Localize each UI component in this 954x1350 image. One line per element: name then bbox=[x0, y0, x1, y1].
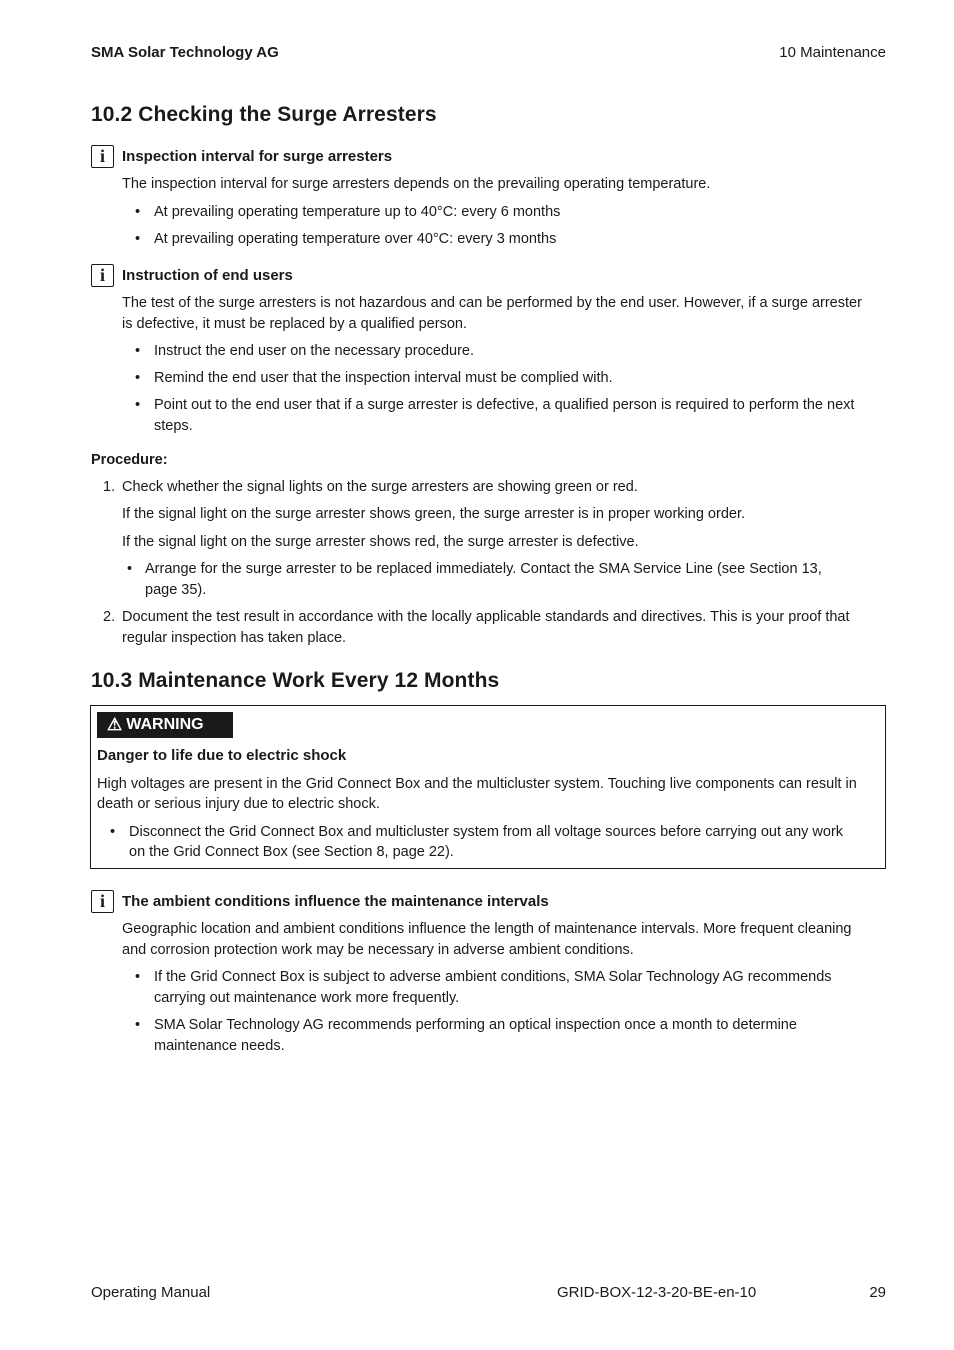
step-1-red-result: If the signal light on the surge arrester shows red, the surge arrester is defective. bbox=[122, 534, 639, 550]
warning-text-line: death or serious injury due to electric shock. bbox=[97, 796, 380, 812]
bullet-icon: • bbox=[135, 969, 141, 985]
step-1-action-continuation: page 35). bbox=[145, 582, 207, 598]
bullet-icon: • bbox=[110, 824, 116, 840]
footer-page-number: 29 bbox=[869, 1284, 886, 1301]
procedure-label: Procedure: bbox=[91, 452, 168, 468]
step-number: 1. bbox=[103, 479, 116, 495]
bullet-icon: • bbox=[135, 397, 141, 413]
list-item: Instruct the end user on the necessary procedure. bbox=[154, 343, 474, 359]
list-item-continuation: steps. bbox=[154, 418, 193, 434]
list-item: Remind the end user that the inspection interval must be complied with. bbox=[154, 370, 613, 386]
warning-text-line: High voltages are present in the Grid Connect Box and the multicluster system. Touching live components can result in bbox=[97, 776, 857, 792]
step-1-text: Check whether the signal lights on the surge arresters are showing green or red. bbox=[122, 479, 638, 495]
warning-label: WARNING bbox=[126, 716, 204, 733]
step-1-green-result: If the signal light on the surge arrester shows green, the surge arrester is in proper working order. bbox=[122, 506, 746, 522]
bullet-icon: • bbox=[135, 370, 141, 386]
note-text-line: is defective, it must be replaced by a qualified person. bbox=[122, 316, 467, 332]
step-number: 2. bbox=[103, 609, 116, 625]
footer-doc-code: GRID-BOX-12-3-20-BE-en-10 bbox=[557, 1284, 757, 1301]
section-title-10-2: 10.2 Checking the Surge Arresters bbox=[91, 103, 437, 126]
section-title-10-3: 10.3 Maintenance Work Every 12 Months bbox=[91, 669, 500, 692]
note-title-end-users: Instruction of end users bbox=[122, 267, 293, 284]
step-2-text-continuation: regular inspection has taken place. bbox=[122, 630, 347, 646]
note-text: The inspection interval for surge arresters depends on the prevailing operating temperature. bbox=[122, 176, 711, 192]
info-icon: i bbox=[91, 264, 114, 287]
step-1-action: Arrange for the surge arrester to be replaced immediately. Contact the SMA Service Line (see Section 13, bbox=[145, 561, 822, 577]
warning-triangle-icon: ⚠ bbox=[107, 715, 123, 734]
bullet-icon: • bbox=[135, 343, 141, 359]
note-text-line: The test of the surge arresters is not hazardous and can be performed by the end user. However, if a surge arrester bbox=[122, 295, 862, 311]
warning-action: Disconnect the Grid Connect Box and multicluster system from all voltage sources before carrying out any work bbox=[129, 824, 844, 840]
bullet-icon: • bbox=[135, 204, 141, 220]
note-title-inspection-interval: Inspection interval for surge arresters bbox=[122, 148, 393, 165]
list-item: If the Grid Connect Box is subject to adverse ambient conditions, SMA Solar Technology AG recommends bbox=[154, 969, 832, 985]
note-text-line: Geographic location and ambient conditions influence the length of maintenance intervals. More frequent cleaning bbox=[122, 921, 852, 937]
warning-badge bbox=[97, 712, 233, 738]
list-item: At prevailing operating temperature over 40°C: every 3 months bbox=[154, 231, 557, 247]
footer-manual: Operating Manual bbox=[91, 1284, 211, 1301]
header-company: SMA Solar Technology AG bbox=[91, 44, 279, 61]
bullet-icon: • bbox=[135, 1017, 141, 1033]
list-item: SMA Solar Technology AG recommends performing an optical inspection once a month to determine bbox=[154, 1017, 797, 1033]
bullet-icon: • bbox=[135, 231, 141, 247]
info-icon: i bbox=[91, 890, 114, 913]
info-icon: i bbox=[91, 145, 114, 168]
list-item: At prevailing operating temperature up to 40°C: every 6 months bbox=[154, 204, 561, 220]
warning-action-continuation: on the Grid Connect Box (see Section 8, page 22). bbox=[129, 844, 454, 860]
bullet-icon: • bbox=[127, 561, 133, 577]
note-title-ambient-conditions: The ambient conditions influence the maintenance intervals bbox=[122, 893, 549, 910]
note-text-line: and corrosion protection work may be necessary in adverse ambient conditions. bbox=[122, 942, 634, 958]
step-2-text: Document the test result in accordance with the locally applicable standards and directives. This is your proof that bbox=[122, 609, 850, 625]
warning-title: Danger to life due to electric shock bbox=[97, 747, 347, 764]
list-item-continuation: carrying out maintenance work more frequently. bbox=[154, 990, 460, 1006]
list-item: Point out to the end user that if a surge arrester is defective, a qualified person is required to perform the next bbox=[154, 397, 855, 413]
list-item-continuation: maintenance needs. bbox=[154, 1038, 285, 1054]
header-chapter: 10 Maintenance bbox=[779, 44, 886, 61]
